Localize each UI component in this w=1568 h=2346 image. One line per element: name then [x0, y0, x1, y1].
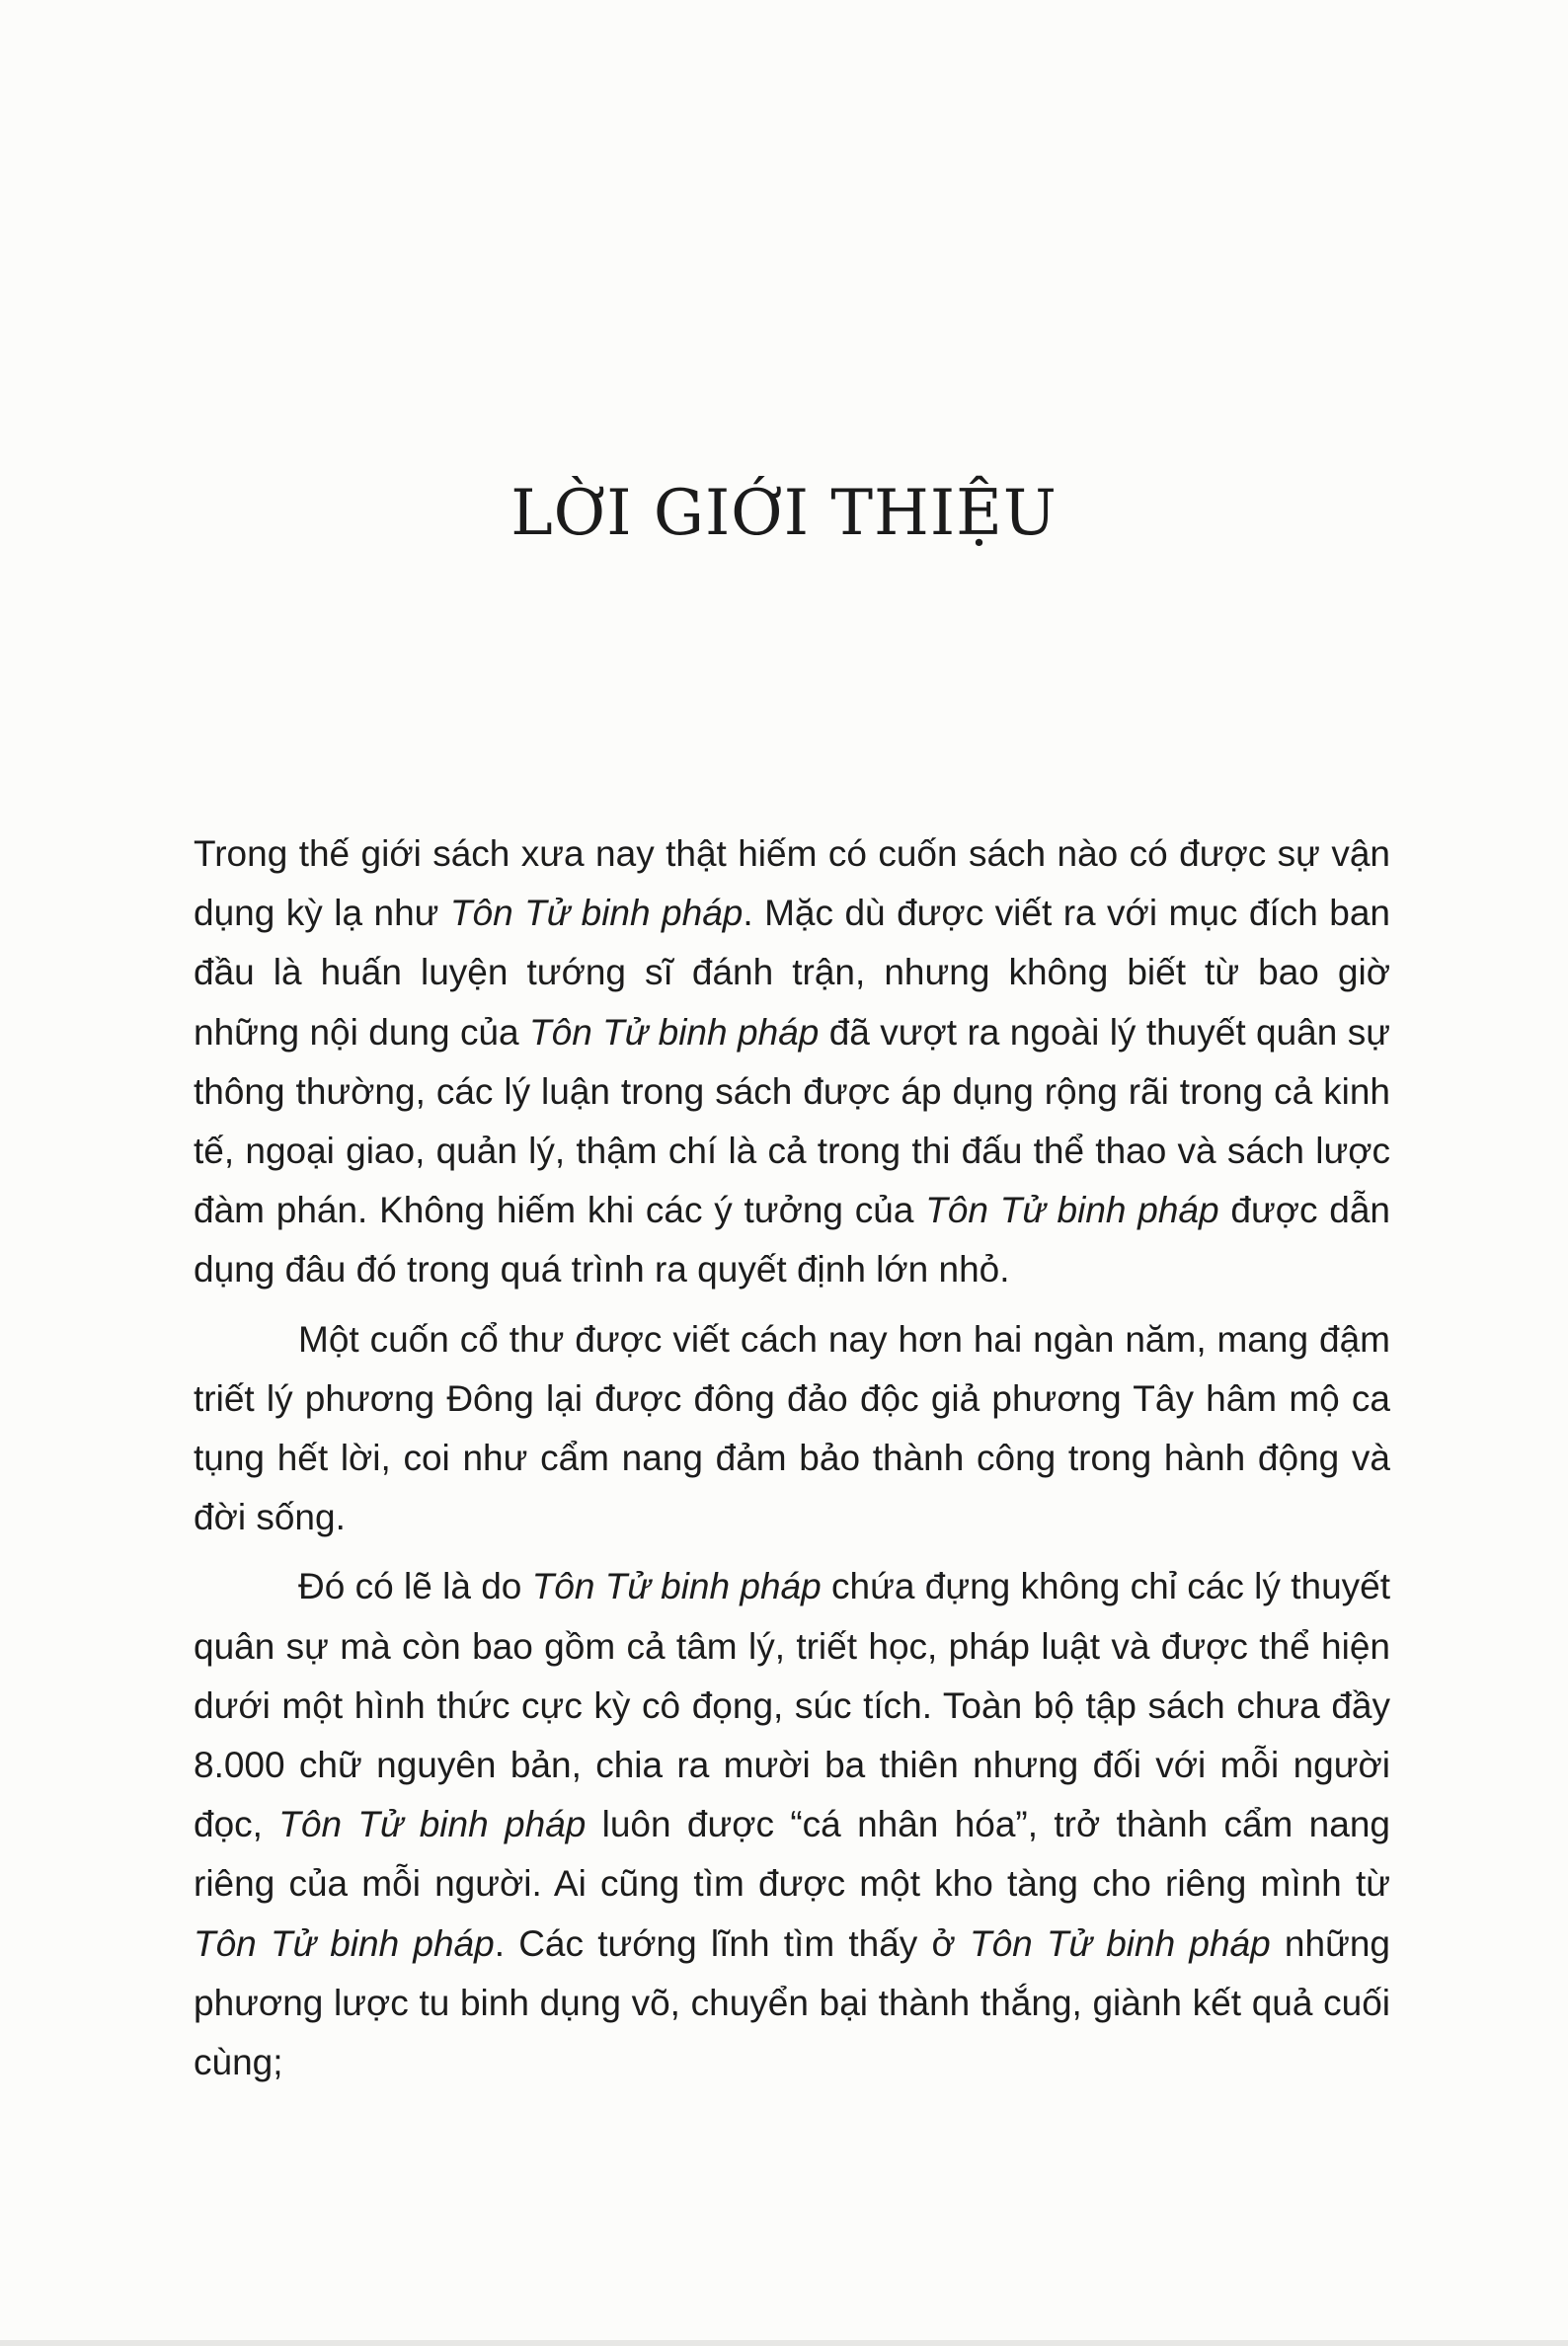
text-run: Đó có lẽ là do: [298, 1566, 532, 1607]
text-run: những phương lược tu binh dụng võ, chuyển bại thành thắng, giành kết quả cuối cùng;: [194, 1922, 1390, 2083]
book-title-italic: Tôn Tử binh pháp: [278, 1804, 587, 1845]
text-run: được dẫn dụng đâu đó trong quá trình ra quyết định lớn nhỏ.: [194, 1190, 1390, 1290]
book-title-italic: Tôn Tử binh pháp: [449, 893, 744, 934]
text-run: . Các tướng lĩnh tìm thấy ở: [494, 1922, 970, 1964]
book-title-italic: Tôn Tử binh pháp: [529, 1011, 820, 1053]
paragraph: [194, 1557, 1390, 2092]
book-title-italic: Tôn Tử binh pháp: [969, 1922, 1271, 1964]
text-run: Trong thế giới sách xưa nay thật hiếm có cuốn sách nào có được sự vận dụng kỳ lạ như: [194, 833, 1390, 934]
book-title-italic: Tôn Tử binh pháp: [531, 1566, 822, 1607]
page-body: [194, 824, 1390, 2102]
text-run: luôn được “cá nhân hóa”, trở thành cẩm nang riêng của mỗi người. Ai cũng tìm được một kho tàng cho riêng mình từ: [194, 1804, 1390, 1905]
book-title-italic: Tôn Tử binh pháp: [194, 1922, 495, 1964]
text-run: Một cuốn cổ thư được viết cách nay hơn hai ngàn năm, mang đậm triết lý phương Đông lại được đông đảo độc giả phương Tây hâm mộ ca tụng hết lời, coi như cẩm nang đảm bảo thành công trong hành động và đời sống.: [194, 1318, 1390, 1538]
paragraph: [194, 1310, 1390, 1548]
page-title: LỜI GIỚI THIỆU: [510, 477, 1058, 550]
text-run: . Mặc dù được viết ra với mục đích ban đầu là huấn luyện tướng sĩ đánh trận, nhưng không biết từ bao giờ những nội dung của: [194, 893, 1390, 1053]
book-title-italic: Tôn Tử binh pháp: [925, 1190, 1219, 1231]
page-edge: [0, 2340, 1568, 2346]
text-run: chứa đựng không chỉ các lý thuyết quân sự mà còn bao gồm cả tâm lý, triết học, pháp luật và được thể hiện dưới một hình thức cực kỳ cô đọng, súc tích. Toàn bộ tập sách chưa đầy 8.000 chữ nguyên bản, chia ra mười ba thiên nhưng đối với mỗi người đọc,: [194, 1566, 1390, 1845]
paragraph: [194, 824, 1390, 1300]
text-run: đã vượt ra ngoài lý thuyết quân sự thông thường, các lý luận trong sách được áp dụng rộng rãi trong cả kinh tế, ngoại giao, quản lý, thậm chí là cả trong thi đấu thể thao và sách lược đàm phán. Không hiếm khi các ý tưởng của: [194, 1011, 1390, 1231]
